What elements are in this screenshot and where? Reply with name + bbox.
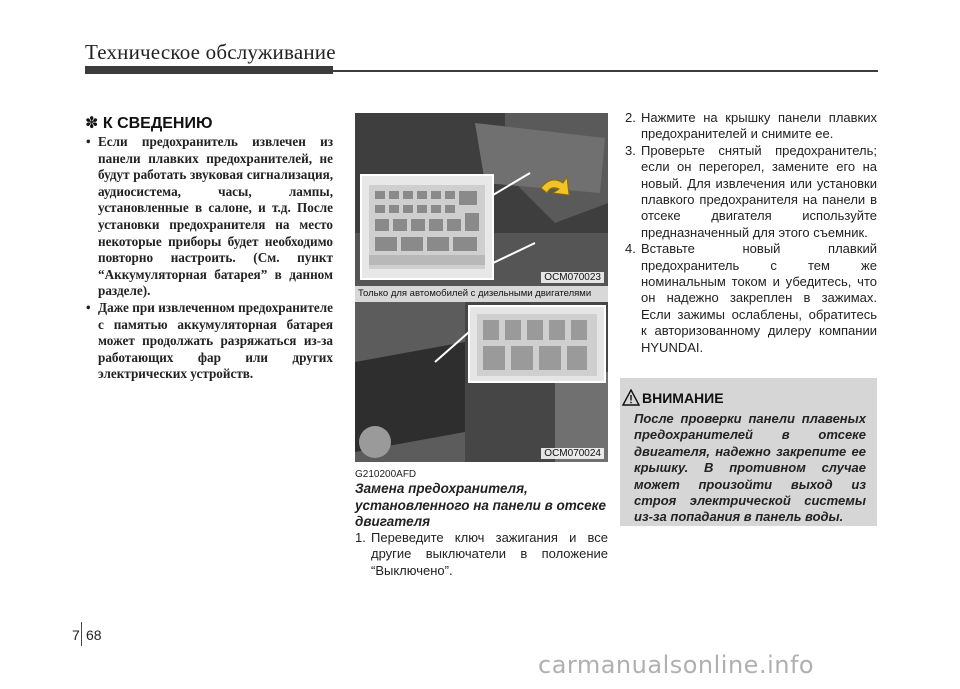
step-text: Вставьте новый плавкий предохранитель с тем же номинальным током и убедитесь, что он надежно закреплен в зажимах. Если зажимы ослаблены, обратитесь к авторизованному дилеру компании HYUNDAI. — [641, 241, 877, 355]
section-number: 7 — [72, 627, 80, 643]
note-item: • Если предохранитель извлечен из панели плавких предохранителей, не будут работать звуковая сигнализация, аудиосистема, часы, лампы, установленные в салоне, и т.д. После установки предохранителя на место некоторые приборы будет необходимо повторно настроить. (См. пункт “Аккумуляторная батарея” в данном разделе). — [85, 134, 333, 300]
warning-box — [620, 378, 877, 526]
step-item — [625, 241, 877, 356]
engine-fuse-panel-illustration — [355, 113, 608, 286]
step-text: Нажмите на крышку панели плавких предохранителей и снимите ее. — [641, 110, 877, 142]
steps-list — [355, 530, 608, 579]
warning-title: ВНИМАНИЕ — [642, 390, 724, 406]
diesel-fuse-panel-photo — [355, 302, 608, 462]
steps-list — [625, 110, 877, 356]
step-item — [625, 143, 877, 241]
section-code: G210200AFD — [355, 469, 417, 480]
image-caption: Только для автомобилей с дизельными двигателями — [355, 286, 608, 302]
page-header-title: Техническое обслуживание — [85, 40, 336, 64]
page-number: 68 — [86, 627, 102, 643]
step-text: Переведите ключ зажигания и все другие выключатели в положение “Выключено”. — [371, 530, 608, 578]
page-divider — [81, 622, 82, 646]
step-item — [355, 530, 608, 579]
header-rule — [333, 70, 878, 72]
section-title: Замена предохранителя, установленного на панели в отсеке двигателя — [355, 481, 606, 529]
note-heading: ✽ К СВЕДЕНИЮ — [85, 115, 213, 132]
step-item — [625, 110, 877, 143]
warning-text: После проверки панели плавеных предохранителей в отсеке двигателя, надежно закрепите ее крышку. В противном случае может произойти выход из строя электрической системы из-за попадания в панель воды. — [634, 411, 866, 525]
note-item: • Даже при извлеченном предохранителе с памятью аккумуляторная батарея может продолжать разряжаться из-за работающих фар или других электрических устройств. — [85, 300, 333, 383]
step-number: 2. — [625, 110, 636, 125]
step-number: 3. — [625, 142, 636, 158]
step-number: 4. — [625, 241, 636, 257]
step-text: Проверьте снятый предохранитель; если он перегорел, замените его на новый. Для извлечения или установки плавкого предохранителя на панели в отсеке двигателя используйте предназначенный для этого съемник. — [641, 142, 877, 240]
relay-box-inset — [469, 306, 605, 382]
step-number: 1. — [355, 530, 366, 545]
warning-triangle-icon — [622, 389, 640, 406]
engine-fuse-panel-photo — [355, 113, 608, 286]
diesel-fuse-panel-illustration — [355, 302, 608, 462]
photo-code: OCM070024 — [541, 448, 604, 459]
watermark: carmanualsonline.info — [538, 651, 815, 679]
header-bar — [85, 66, 333, 74]
photo-code: OCM070023 — [541, 272, 604, 283]
fuse-box-inset — [361, 175, 493, 279]
note-list — [85, 134, 333, 383]
